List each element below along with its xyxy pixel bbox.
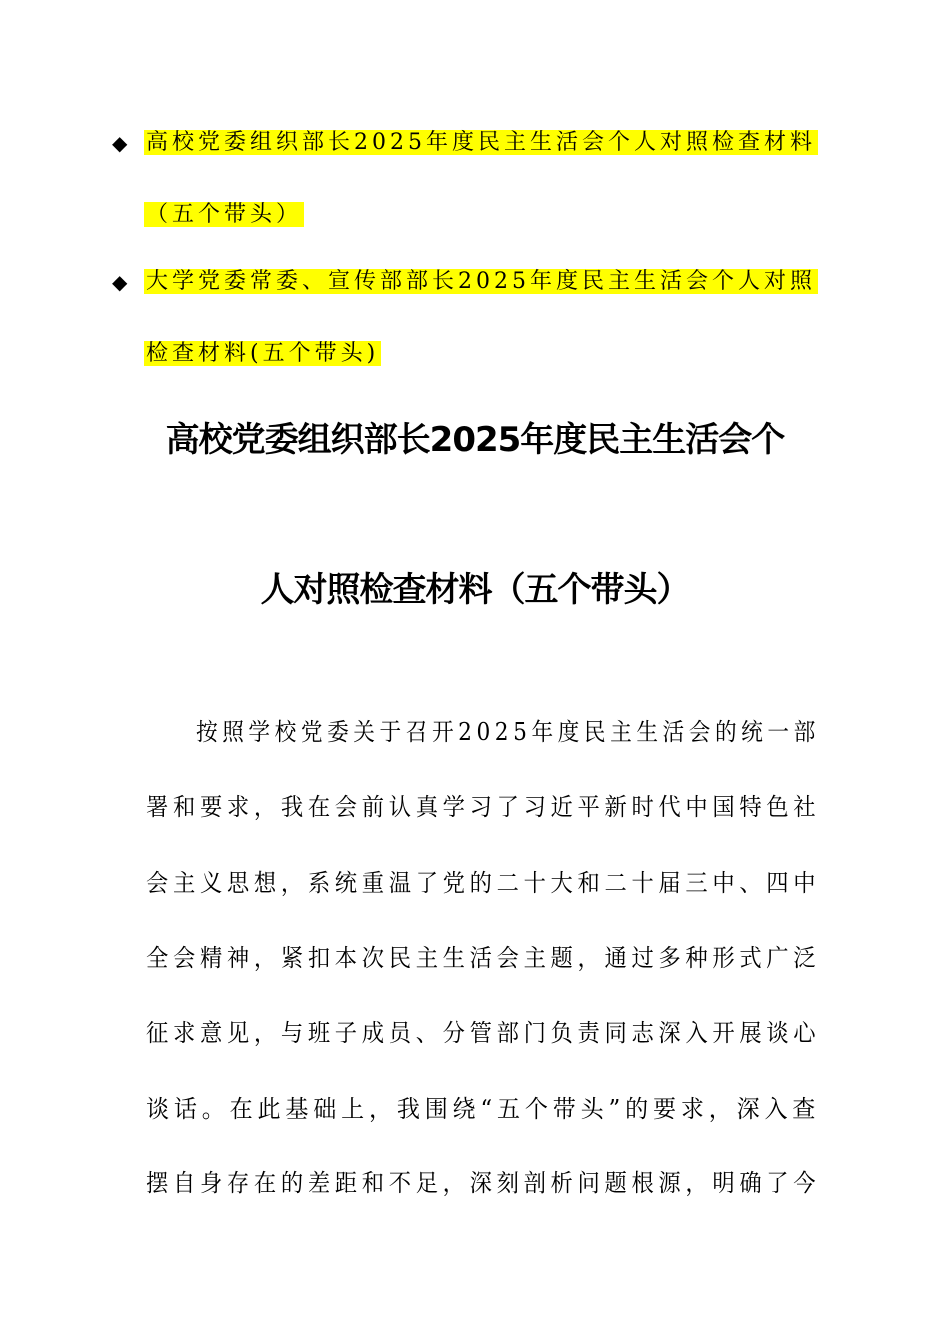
body-line: 全会精神，紧扣本次民主生活会主题，通过多种形式广泛 <box>146 944 821 972</box>
body-line: 署和要求，我在会前认真学习了习近平新时代中国特色社 <box>146 793 821 821</box>
toc-entry-2-line-1: 大学党委常委、宣传部部长2025年度民主生活会个人对照 <box>146 269 816 294</box>
toc-entry-2-line-2: 检查材料(五个带头) <box>146 341 380 366</box>
body-line: 谈话。在此基础上，我围绕“五个带头”的要求，深入查 <box>146 1095 821 1123</box>
document-title-line-2: 人对照检查材料（五个带头） <box>260 570 690 610</box>
body-line: 摆自身存在的差距和不足，深刻剖析问题根源，明确了今 <box>146 1169 821 1197</box>
body-line: 征求意见，与班子成员、分管部门负责同志深入开展谈心 <box>146 1019 821 1047</box>
body-line: 会主义思想，系统重温了党的二十大和二十届三中、四中 <box>146 869 821 897</box>
diamond-bullet-icon: ◆ <box>112 270 128 294</box>
body-line: 按照学校党委关于召开2025年度民主生活会的统一部 <box>196 718 820 746</box>
document-title-line-1: 高校党委组织部长2025年度民主生活会个 <box>165 420 785 460</box>
diamond-bullet-icon: ◆ <box>112 131 128 155</box>
toc-entry-1-line-2: （五个带头） <box>146 202 303 227</box>
toc-entry-1-line-1: 高校党委组织部长2025年度民主生活会个人对照检查材料 <box>146 130 816 155</box>
